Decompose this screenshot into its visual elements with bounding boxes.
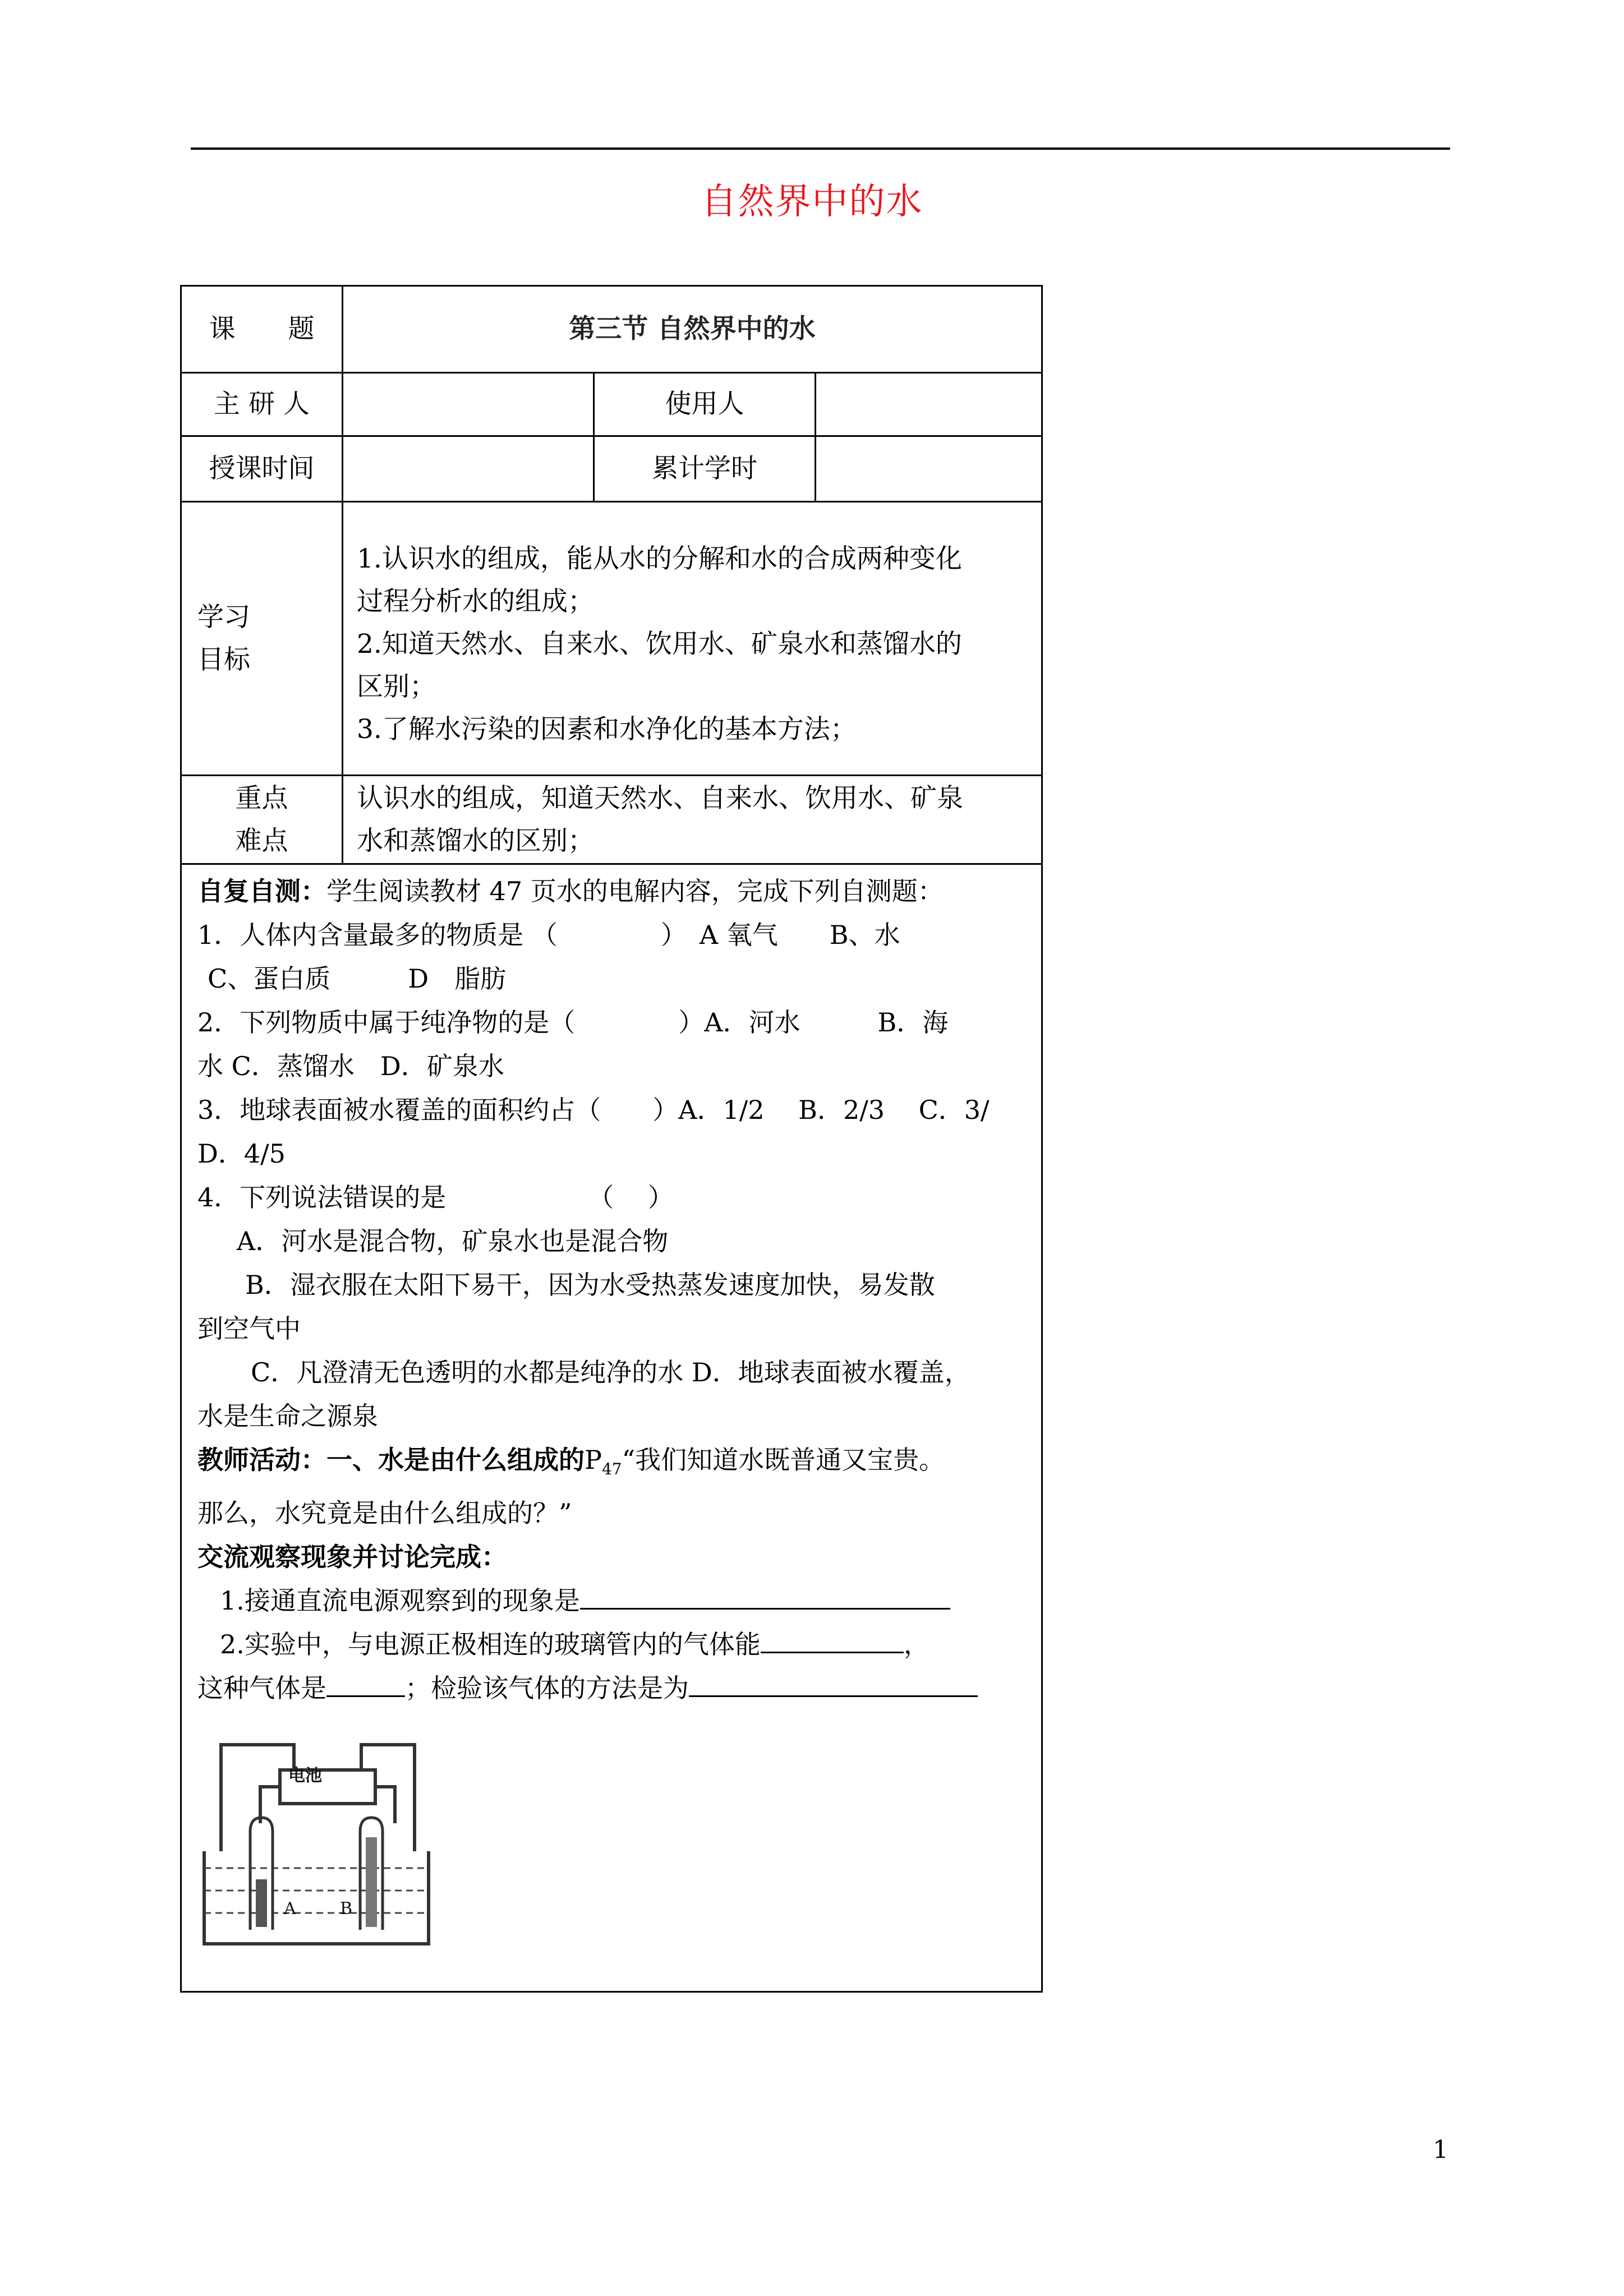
- self-test-heading: 自复自测：: [197, 876, 326, 906]
- electrode-b-label: B: [340, 1899, 353, 1919]
- question-4-option-c-line2: 水是生命之源泉: [197, 1401, 378, 1431]
- discussion-item-2-line2: [197, 1666, 1032, 1710]
- hours-value: [816, 436, 1042, 502]
- goal-line: 过程分析水的组成；: [357, 585, 594, 617]
- goal-line: 区别；: [357, 671, 436, 702]
- page-ref: P: [585, 1445, 602, 1475]
- answer-blank[interactable]: [326, 1666, 405, 1697]
- goal-line: 2.知道天然水、自来水、饮用水、矿泉水和蒸馏水的: [357, 628, 962, 660]
- question-1-line2: C、蛋白质 D 脂肪: [208, 963, 507, 994]
- goals-label-line2: 目标: [197, 644, 250, 675]
- self-test-intro-text: 学生阅读教材 47 页水的电解内容，完成下列自测题：: [326, 876, 944, 906]
- discussion-item-1: [197, 1579, 1032, 1622]
- keypoint-line: 水和蒸馏水的区别；: [357, 825, 594, 856]
- time-value: [343, 436, 594, 502]
- question-3-line2: D．4/5: [197, 1138, 286, 1169]
- header-rule: [191, 147, 1450, 150]
- goals-label: [181, 502, 343, 776]
- time-label: 授课时间: [181, 436, 343, 502]
- battery-label: 电池: [288, 1766, 322, 1786]
- keypoints-label-line2: 难点: [235, 825, 288, 856]
- teacher-quote-line1: “我们知道水既普通又宝贵。: [622, 1445, 945, 1475]
- teacher-activity-heading: 教师活动：一、水是由什么组成的: [197, 1445, 585, 1475]
- teacher-activity-line1: [197, 1438, 1032, 1491]
- question-2-line2: 水 C．蒸馏水 D．矿泉水: [197, 1051, 504, 1081]
- question-4-option-a: A．河水是混合物，矿泉水也是混合物: [237, 1226, 669, 1256]
- electrode-a-label: A: [284, 1899, 296, 1919]
- question-4-option-b-line1: B．湿衣服在太阳下易干，因为水受热蒸发速度加快，易发散: [245, 1270, 935, 1300]
- keypoint-line: 认识水的组成，知道天然水、自来水、饮用水、矿泉: [357, 782, 963, 814]
- keypoints-content: [343, 776, 1042, 864]
- keypoints-label: [181, 776, 343, 864]
- goal-line: 3.了解水污染的因素和水净化的基本方法；: [357, 713, 857, 745]
- discussion-item-2-line2-text: 这种气体是: [197, 1673, 326, 1704]
- keypoints-label-line1: 重点: [235, 782, 288, 814]
- user-value: [816, 373, 1042, 436]
- row-time: [181, 436, 1042, 502]
- researcher-value: [343, 373, 594, 436]
- row-goals: [181, 502, 1042, 776]
- goal-line: 1.认识水的组成，能从水的分解和水的合成两种变化: [357, 543, 962, 574]
- question-1-line1: 1．人体内含量最多的物质是 （ ） A 氧气 B、水: [197, 920, 900, 950]
- answer-blank[interactable]: [580, 1579, 950, 1610]
- goals-content: [343, 502, 1042, 776]
- answer-blank[interactable]: [689, 1666, 978, 1697]
- discussion-item-1-text: 1.接通直流电源观察到的现象是: [220, 1585, 580, 1616]
- subject-value: 第三节 自然界中的水: [343, 286, 1042, 373]
- discussion-heading-line: [197, 1535, 1032, 1579]
- answer-blank[interactable]: [761, 1622, 904, 1653]
- discussion-item-2-text: 2.实验中，与电源正极相连的玻璃管内的气体能: [220, 1629, 761, 1660]
- discussion-item-2-comma: ，: [903, 1629, 930, 1660]
- user-label: 使用人: [594, 373, 816, 436]
- question-4-option-b-line2: 到空气中: [197, 1313, 301, 1344]
- question-4-option-c-line1: C．凡澄清无色透明的水都是纯净的水 D．地球表面被水覆盖，: [251, 1357, 970, 1387]
- researcher-label: 主 研 人: [181, 373, 343, 436]
- document-title: 自然界中的水: [701, 181, 923, 223]
- electrolysis-apparatus-figure: [187, 1739, 440, 1952]
- self-test-intro: [197, 869, 1032, 913]
- question-3-line1: 3．地球表面被水覆盖的面积约占（ ）A．1/2 B．2/3 C．3/: [197, 1095, 990, 1125]
- discussion-item-2: [197, 1622, 1032, 1666]
- question-4-stem: 4．下列说法错误的是 （ ）: [197, 1182, 674, 1212]
- page-ref-sub: 47: [601, 1460, 622, 1479]
- discussion-item-2-line2-text2: ；检验该气体的方法是为: [405, 1673, 689, 1704]
- main-content: [181, 864, 1042, 1992]
- goals-label-line1: 学习: [197, 601, 250, 633]
- page-number: 1: [1433, 2136, 1448, 2164]
- question-2-line1: 2．下列物质中属于纯净物的是（ ）A．河水 B．海: [197, 1007, 949, 1038]
- row-subject: [181, 286, 1042, 373]
- subject-label: 课 题: [181, 286, 343, 373]
- row-researcher: [181, 373, 1042, 436]
- row-main-content: [181, 864, 1042, 1992]
- discussion-heading: 交流观察现象并讨论完成：: [197, 1542, 507, 1573]
- teacher-quote-line2: 那么，水究竟是由什么组成的？”: [197, 1498, 572, 1529]
- row-keypoints: [181, 776, 1042, 864]
- hours-label: 累计学时: [594, 436, 816, 502]
- lesson-plan-table: [180, 285, 1043, 1993]
